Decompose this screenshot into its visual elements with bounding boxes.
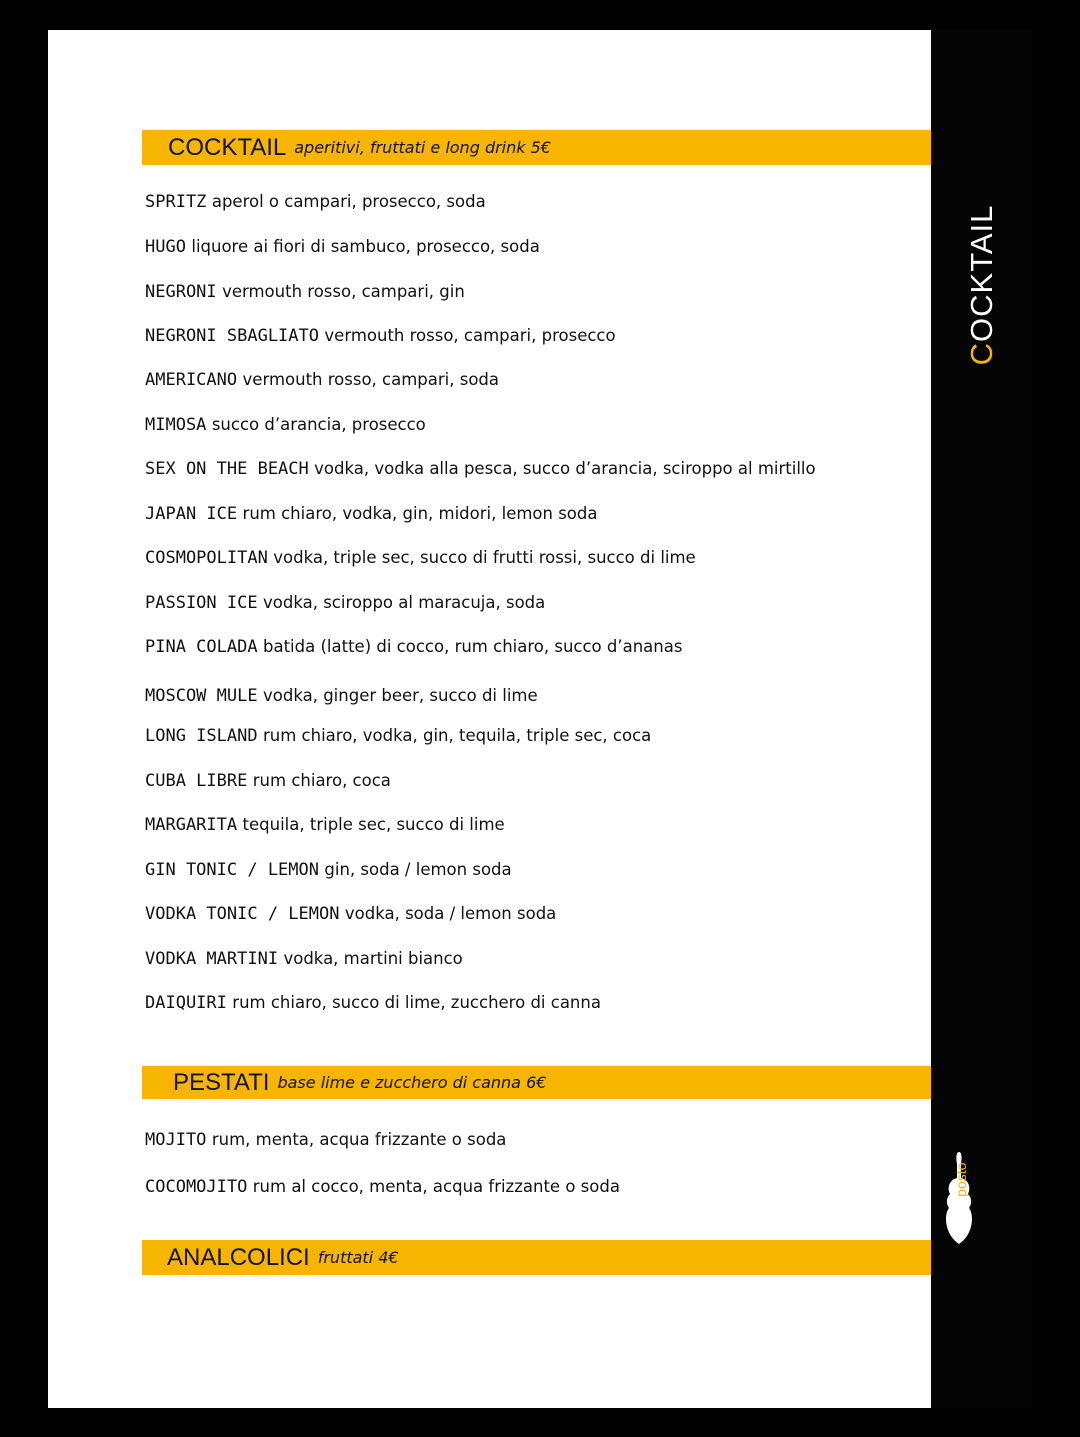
section-title: PESTATI bbox=[173, 1068, 270, 1096]
menu-item-name: AMERICANO bbox=[145, 370, 238, 390]
menu-item-name: DAIQUIRI bbox=[145, 993, 227, 1013]
menu-item-description: vodka, soda / lemon soda bbox=[344, 904, 557, 923]
menu-item-description: rum chiaro, succo di lime, zucchero di canna bbox=[232, 993, 601, 1012]
menu-item bbox=[145, 814, 505, 836]
menu-item bbox=[145, 458, 816, 480]
menu-item-description: vodka, sciroppo al maracuja, soda bbox=[263, 593, 546, 612]
logo-wordmark bbox=[953, 1163, 969, 1234]
menu-item-name: JAPAN ICE bbox=[145, 504, 238, 524]
menu-item-name: NEGRONI SBAGLIATO bbox=[145, 326, 319, 346]
menu-item bbox=[145, 636, 682, 658]
menu-item bbox=[145, 903, 556, 925]
menu-item-name: GIN TONIC / LEMON bbox=[145, 860, 319, 880]
menu-item-description: rum chiaro, vodka, gin, tequila, triple sec, coca bbox=[263, 726, 652, 745]
menu-item-description: gin, soda / lemon soda bbox=[324, 860, 512, 879]
menu-item-description: liquore ai fiori di sambuco, prosecco, soda bbox=[191, 237, 540, 256]
menu-item bbox=[145, 725, 651, 747]
menu-item bbox=[145, 547, 696, 569]
menu-item-name: CUBA LIBRE bbox=[145, 771, 248, 791]
logo-word-1: solito bbox=[953, 1200, 969, 1234]
menu-item bbox=[145, 1129, 506, 1151]
menu-item-description: vermouth rosso, campari, soda bbox=[242, 370, 500, 389]
section-title: ANALCOLICI bbox=[167, 1243, 310, 1271]
menu-item-name: COCOMOJITO bbox=[145, 1177, 248, 1197]
menu-item bbox=[145, 859, 512, 881]
sidebar-title-rest: OCKTAIL bbox=[963, 204, 999, 342]
menu-item-name: HUGO bbox=[145, 237, 186, 257]
section-subtitle: fruttati 4€ bbox=[317, 1248, 399, 1267]
menu-item-name: SEX ON THE BEACH bbox=[145, 459, 309, 479]
menu-item-name: MOJITO bbox=[145, 1130, 207, 1150]
menu-item-description: tequila, triple sec, succo di lime bbox=[242, 815, 505, 834]
menu-item-description: rum chiaro, coca bbox=[252, 771, 391, 790]
sidebar-title-initial: C bbox=[963, 341, 999, 366]
menu-item-name: MIMOSA bbox=[145, 415, 207, 435]
menu-item-description: vodka, vodka alla pesca, succo d’arancia, sciroppo al mirtillo bbox=[314, 459, 816, 478]
menu-item bbox=[145, 281, 465, 303]
menu-item-name: COSMOPOLITAN bbox=[145, 548, 268, 568]
menu-item-name: LONG ISLAND bbox=[145, 726, 258, 746]
logo-word-2: posto bbox=[953, 1162, 969, 1197]
section-header-pestati bbox=[142, 1066, 931, 1099]
menu-item-description: vodka, triple sec, succo di frutti rossi, succo di lime bbox=[273, 548, 696, 567]
menu-item bbox=[145, 369, 499, 391]
menu-item-description: rum, menta, acqua frizzante o soda bbox=[211, 1130, 507, 1149]
menu-item bbox=[145, 236, 540, 258]
menu-item-description: vodka, martini bianco bbox=[283, 949, 463, 968]
menu-item bbox=[145, 592, 545, 614]
menu-item bbox=[145, 325, 616, 347]
menu-item-description: succo d’arancia, prosecco bbox=[211, 415, 426, 434]
menu-item-name: MOSCOW MULE bbox=[145, 686, 258, 706]
menu-item bbox=[145, 1176, 620, 1198]
menu-item bbox=[145, 685, 538, 707]
menu-item bbox=[145, 992, 601, 1014]
menu-item-name: VODKA MARTINI bbox=[145, 949, 279, 969]
menu-item bbox=[145, 770, 391, 792]
menu-item bbox=[145, 948, 463, 970]
section-subtitle: aperitivi, fruttati e long drink 5€ bbox=[294, 138, 551, 157]
section-header-cocktail bbox=[142, 130, 931, 165]
menu-item-name: VODKA TONIC / LEMON bbox=[145, 904, 340, 924]
section-subtitle: base lime e zucchero di canna 6€ bbox=[277, 1073, 547, 1092]
menu-item-description: vermouth rosso, campari, prosecco bbox=[324, 326, 616, 345]
menu-item bbox=[145, 503, 598, 525]
menu-item-name: PASSION ICE bbox=[145, 593, 258, 613]
menu-item-description: vermouth rosso, campari, gin bbox=[222, 282, 465, 301]
menu-item-description: vodka, ginger beer, succo di lime bbox=[263, 686, 538, 705]
menu-item-description: aperol o campari, prosecco, soda bbox=[211, 192, 486, 211]
menu-item bbox=[145, 191, 486, 213]
menu-item bbox=[145, 414, 426, 436]
menu-item-name: SPRITZ bbox=[145, 192, 207, 212]
menu-item-name: MARGARITA bbox=[145, 815, 238, 835]
section-header-analcolici bbox=[142, 1240, 931, 1275]
menu-item-description: rum al cocco, menta, acqua frizzante o soda bbox=[252, 1177, 620, 1196]
section-title: COCKTAIL bbox=[168, 133, 287, 161]
menu-item-description: batida (latte) di cocco, rum chiaro, succo d’ananas bbox=[263, 637, 683, 656]
sidebar-title bbox=[964, 205, 1000, 366]
menu-item-description: rum chiaro, vodka, gin, midori, lemon soda bbox=[242, 504, 598, 523]
menu-item-name: PINA COLADA bbox=[145, 637, 258, 657]
menu-item-name: NEGRONI bbox=[145, 282, 217, 302]
